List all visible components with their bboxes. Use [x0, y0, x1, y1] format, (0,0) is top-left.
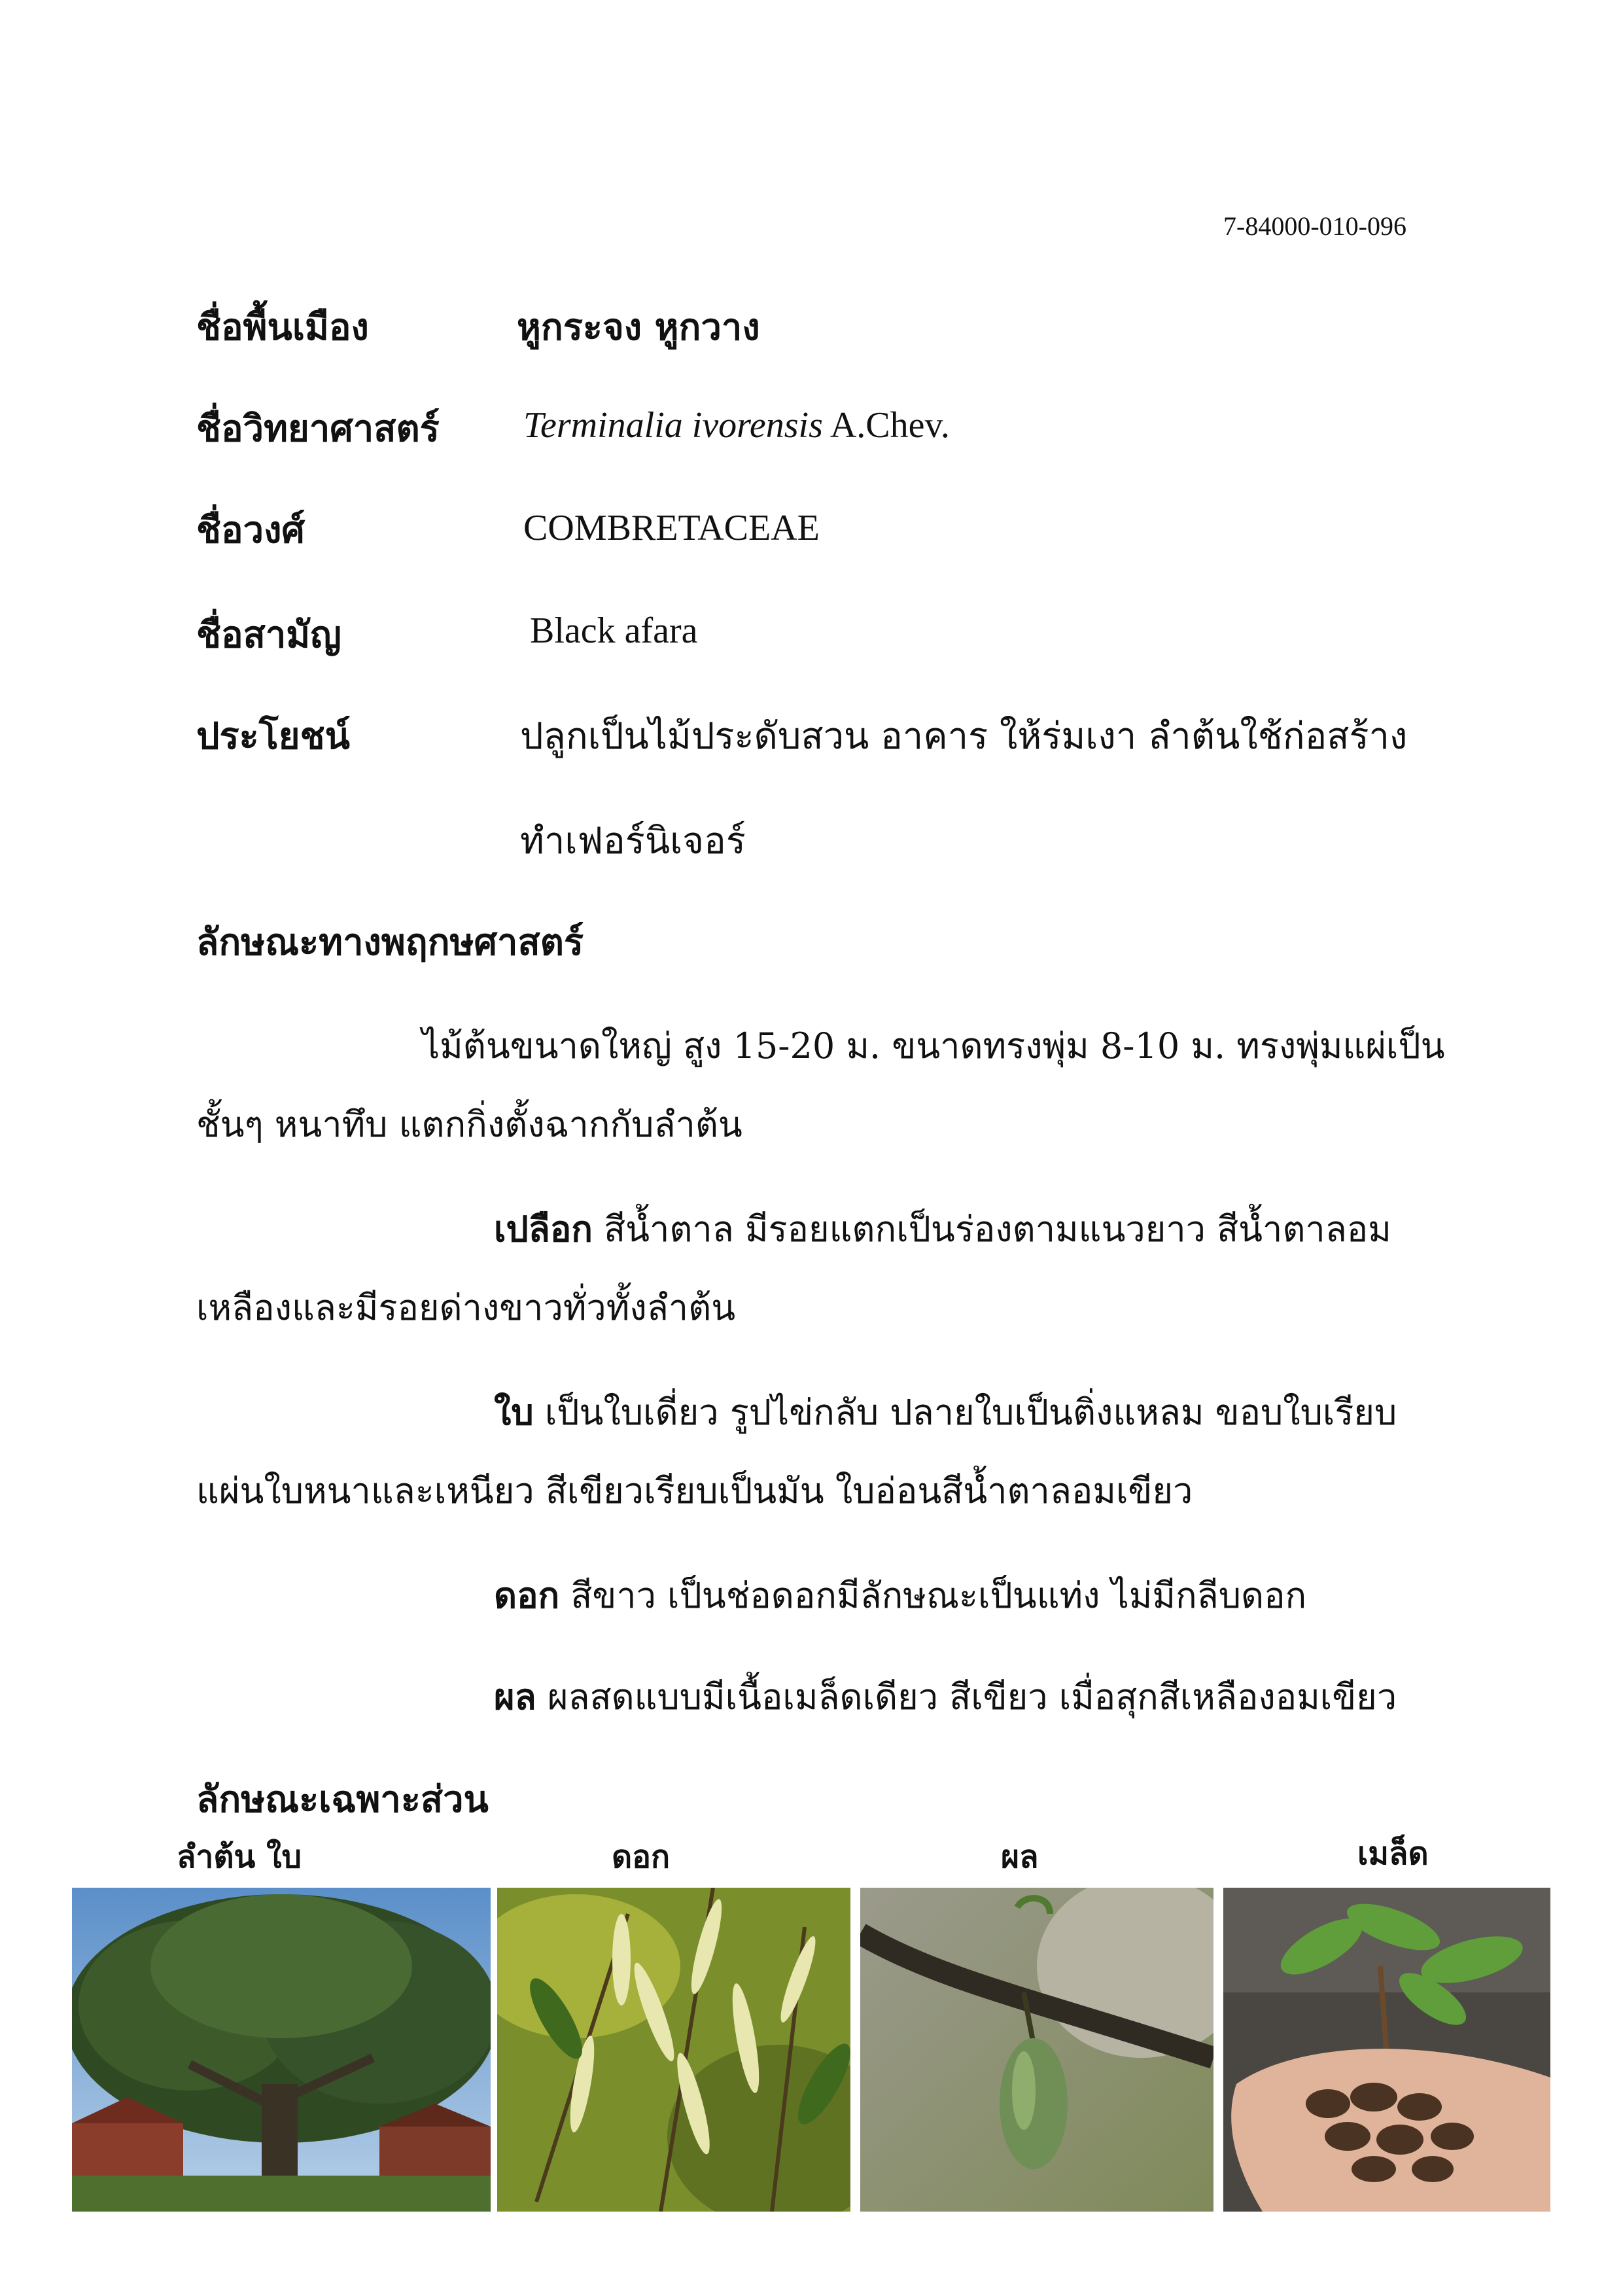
bark-text: สีน้ำตาล มีรอยแตกเป็นร่องตามแนวยาว สีน้ำตาลอม [592, 1209, 1391, 1250]
caption-flower: ดอก [612, 1839, 671, 1875]
fruit-photo [860, 1888, 1213, 2212]
parts-heading: ลักษณะเฉพาะส่วน [196, 1778, 489, 1821]
leaf-line-2: แผ่นใบหนาและเหนียว สีเขียวเรียบเป็นมัน ใบอ่อนสีน้ำตาลอมเขียว [196, 1470, 1193, 1511]
document-code: 7-84000-010-096 [1223, 211, 1406, 241]
scientific-author: A.Chev. [829, 405, 950, 446]
seed-photo [1223, 1888, 1550, 2212]
caption-seed: เมล็ด [1357, 1835, 1429, 1872]
uses-line-2: ทำเฟอร์นิเจอร์ [520, 820, 746, 862]
tree-photo [72, 1888, 491, 2212]
uses-label: ประโยชน์ [196, 715, 350, 758]
bark-line-1 [494, 1201, 1391, 1257]
family-label: ชื่อวงศ์ [196, 508, 305, 552]
scientific-name-label: ชื่อวิทยาศาสตร์ [196, 407, 440, 450]
bark-term: เปลือก [494, 1208, 593, 1250]
botany-heading: ลักษณะทางพฤกษศาสตร์ [196, 921, 584, 964]
tree-line-1: ไม้ต้นขนาดใหญ่ สูง 15-20 ม. ขนาดทรงพุ่ม 8-10 ม. ทรงพุ่มแผ่เป็น [422, 1025, 1445, 1067]
uses-line-1: ปลูกเป็นไม้ประดับสวน อาคาร ให้ร่มเงา ลำต้นใช้ก่อสร้าง [520, 715, 1408, 758]
fruit-term: ผล [494, 1676, 536, 1718]
bark-line-2: เหลืองและมีรอยด่างขาวทั่วทั้งลำต้น [196, 1287, 736, 1328]
caption-fruit: ผล [1001, 1839, 1039, 1875]
local-name-value: หูกระจง หูกวาง [517, 306, 760, 349]
common-name-value: Black afara [530, 610, 698, 651]
fruit-text: ผลสดแบบมีเนื้อเมล็ดเดียว สีเขียว เมื่อสุกสีเหลืองอมเขียว [536, 1676, 1397, 1718]
leaf-text: เป็นใบเดี่ยว รูปไข่กลับ ปลายใบเป็นติ่งแหลม ขอบใบเรียบ [533, 1392, 1397, 1433]
scientific-binomial: Terminalia ivorensis [523, 405, 823, 446]
flower-line [494, 1567, 1306, 1623]
tree-line-2: ชั้นๆ หนาทึบ แตกกิ่งตั้งฉากกับลำต้น [196, 1104, 742, 1145]
caption-trunk-leaf: ลำต้น ใบ [177, 1839, 302, 1875]
family-value: COMBRETACEAE [523, 508, 820, 548]
fruit-line [494, 1669, 1397, 1725]
scientific-name-value [523, 404, 950, 446]
flower-term: ดอก [494, 1574, 560, 1616]
leaf-term: ใบ [494, 1391, 534, 1433]
leaf-line-1 [494, 1384, 1397, 1440]
local-name-label: ชื่อพื้นเมือง [196, 306, 369, 349]
common-name-label: ชื่อสามัญ [196, 613, 341, 656]
flower-text: สีขาว เป็นช่อดอกมีลักษณะเป็นแท่ง ไม่มีกลีบดอก [559, 1575, 1307, 1616]
flower-photo [497, 1888, 850, 2212]
